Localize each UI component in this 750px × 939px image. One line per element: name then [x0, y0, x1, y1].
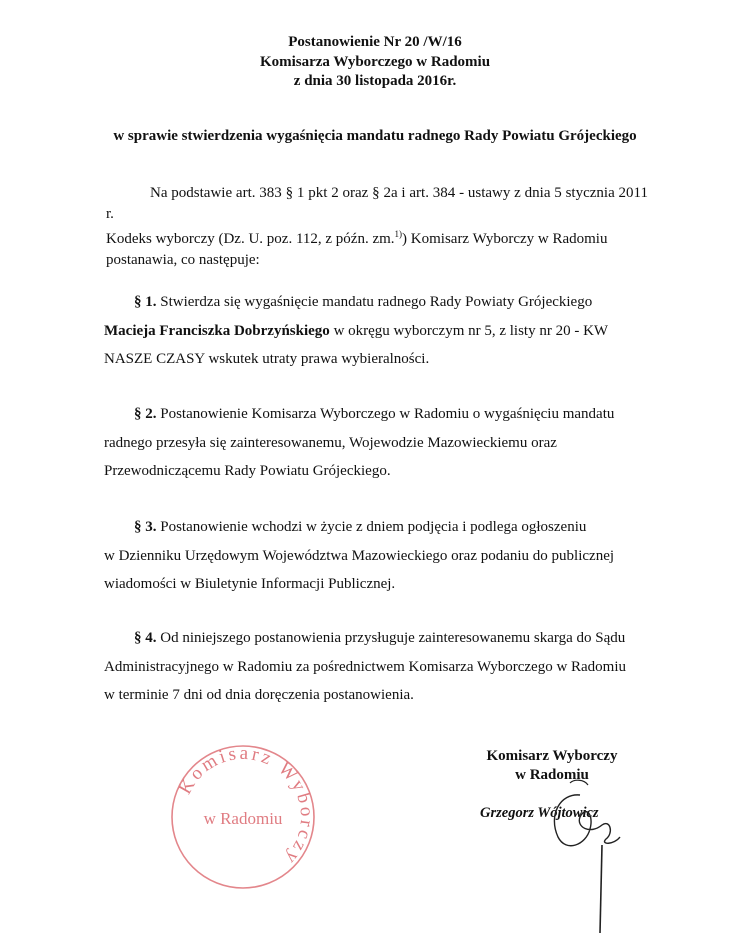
section-4 — [104, 624, 652, 710]
section-4-line-3: w terminie 7 dni od dnia doręczenia postanowienia. — [104, 687, 414, 703]
section-2 — [104, 400, 652, 486]
decision-date: z dnia 30 listopada 2016r. — [293, 73, 457, 89]
legal-basis-line-2 — [106, 224, 648, 250]
section-1 — [104, 288, 652, 374]
section-1-marker: § 1. — [134, 294, 157, 310]
decision-number: Postanowienie Nr 20 /W/16 — [288, 34, 462, 50]
legal-basis-line-2b: ) Komisarz Wyborczy w Radomiu — [402, 231, 608, 247]
legal-basis-line-2a: Kodeks wyborczy (Dz. U. poz. 112, z późn. zm. — [106, 231, 395, 247]
section-4-line-1: Od niniejszego postanowienia przysługuje zainteresowanemu skarga do Sądu — [156, 630, 626, 646]
section-3-line-1: Postanowienie wchodzi w życie z dniem podjęcia i podlega ogłoszeniu — [156, 519, 587, 535]
decision-header — [0, 33, 750, 92]
issuer: Komisarza Wyborczego w Radomiu — [259, 53, 491, 70]
decision-subject: w sprawie stwierdzenia wygaśnięcia mandatu radnego Rady Powiatu Grójeckiego — [113, 128, 637, 144]
section-2-line-1: Postanowienie Komisarza Wyborczego w Radomiu o wygaśnięciu mandatu — [156, 406, 615, 422]
section-1-line-1: Stwierdza się wygaśnięcie mandatu radnego Rady Powiaty Grójeckiego — [156, 294, 593, 310]
section-1-line-2: w okręgu wyborczym nr 5, z listy nr 20 - KW — [329, 322, 609, 339]
section-1-line-3: NASZE CZASY wskutek utraty prawa wybieralności. — [104, 351, 430, 367]
signature-location: w Radomiu — [515, 767, 589, 783]
legal-basis — [106, 183, 648, 270]
stamp-ring-text: Komisarz Wyborczy — [174, 742, 318, 870]
legal-basis-line-1: Na podstawie art. 383 § 1 pkt 2 oraz § 2a i art. 384 - ustawy z dnia 5 stycznia 2011 r. — [106, 185, 648, 222]
section-2-marker: § 2. — [134, 406, 157, 422]
footnote-marker: 1) — [394, 229, 403, 239]
section-4-marker: § 4. — [134, 630, 157, 646]
section-4-line-2: Administracyjnego w Radomiu za pośrednictwem Komisarza Wyborczego w Radomiu — [104, 658, 627, 675]
section-2-line-2: radnego przesyła się zainteresowanemu, Wojewodzie Mazowieckiemu oraz — [104, 434, 557, 451]
section-3-marker: § 3. — [134, 519, 157, 535]
section-3 — [104, 513, 652, 599]
official-stamp — [168, 742, 318, 892]
section-3-line-3: wiadomości w Biuletynie Informacji Publicznej. — [104, 576, 396, 592]
signatory-name: Grzegorz Wójtowicz — [480, 805, 599, 821]
legal-basis-line-3: postanawia, co następuje: — [106, 251, 260, 268]
section-2-line-3: Przewodniczącemu Rady Powiatu Grójeckiego. — [104, 463, 391, 479]
councillor-name: Macieja Franciszka Dobrzyńskiego — [104, 322, 330, 339]
section-3-line-2: w Dzienniku Urzędowym Województwa Mazowieckiego oraz podaniu do publicznej — [104, 547, 615, 564]
handwritten-signature — [540, 775, 630, 935]
stamp-center-text: w Radomiu — [203, 809, 283, 828]
signature-title: Komisarz Wyborczy — [486, 748, 618, 764]
